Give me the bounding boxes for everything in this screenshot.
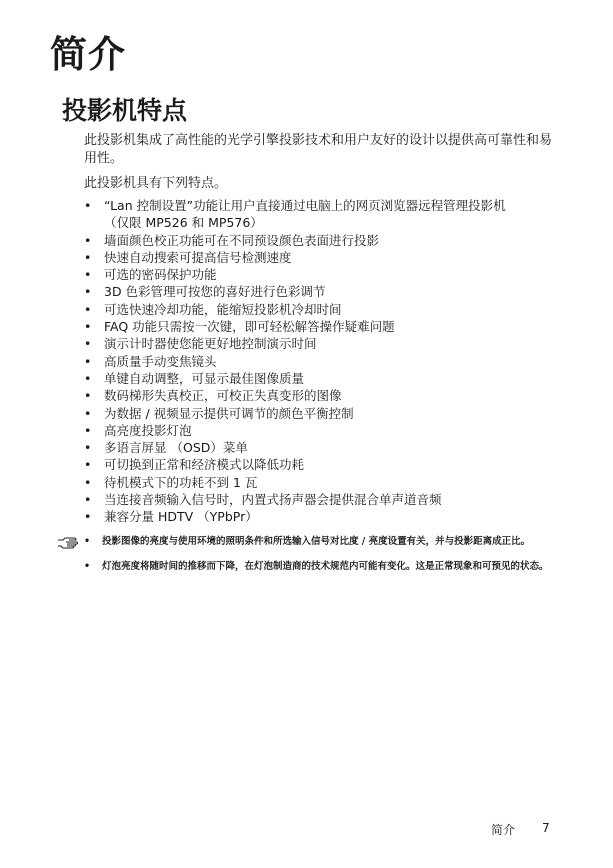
bullet: • [84,336,92,352]
intro-paragraph: 此投影机集成了高性能的光学引擎投影技术和用户友好的设计以提供高可靠性和易用性。 [84,133,553,166]
feature-text: 单键自动调整，可显示最佳图像质量 [104,370,305,386]
bullet: • [84,353,92,369]
bullet: • [84,284,92,300]
feature-text: 可选快速冷却功能，能缩短投影机冷却时间 [104,301,342,317]
feature-item [84,318,564,335]
section-title: 投影机特点 [62,96,188,125]
feature-text: “Lan 控制设置”功能让用户直接通过电脑上的网页浏览器远程管理投影机 [104,198,506,213]
feature-text: 数码梯形失真校正，可校正失真变形的图像 [104,388,342,404]
bullet: • [84,198,92,213]
feature-text: 可选的密码保护功能 [104,267,217,283]
bullet: • [84,370,92,386]
feature-item [84,266,564,283]
page-title: 简介 [50,33,126,76]
intro-paragraph-2: 此投影机具有下列特点。 [84,176,228,191]
note-item [84,535,566,549]
feature-text: 兼容分量 HDTV （YPbPr） [104,509,258,525]
feature-text: 高质量手动变焦镜头 [104,353,217,369]
bullet: • [84,388,92,404]
feature-item [84,422,564,439]
feature-text: 多语言屏显 （OSD）菜单 [104,440,248,456]
pointing-hand-icon [57,536,79,550]
bullet: • [84,440,92,456]
feature-text: 为数据 / 视频显示提供可调节的颜色平衡控制 [104,405,354,421]
feature-text: 可切换到正常和经济模式以降低功耗 [104,457,305,473]
feature-item [84,491,564,508]
feature-text: 快速自动搜索可提高信号检测速度 [104,249,292,265]
feature-text: 墙面颜色校正功能可在不同预设颜色表面进行投影 [104,232,380,248]
feature-item [84,387,564,404]
feature-item [84,232,564,249]
feature-item [84,197,564,232]
page-number: 7 [542,821,550,835]
feature-item [84,439,564,456]
bullet: • [84,267,92,283]
feature-item [84,283,564,300]
feature-item [84,508,564,525]
feature-subtext: （仅限 MP526 和 MP576） [104,215,263,231]
bullet: • [84,319,92,335]
feature-item [84,456,564,473]
note-item [84,560,566,574]
feature-text: FAQ 功能只需按一次键，即可轻松解答操作疑难问题 [104,319,395,335]
bullet: • [84,457,92,473]
bullet: • [84,249,92,265]
bullet: • [84,492,92,508]
bullet: • [84,405,92,421]
feature-text: 待机模式下的功耗不到 1 瓦 [104,474,258,490]
bullet: • [84,232,92,248]
feature-item [84,249,564,266]
feature-text: 3D 色彩管理可按您的喜好进行色彩调节 [104,284,326,300]
note-text: 投影图像的亮度与使用环境的照明条件和所选输入信号对比度 / 亮度设置有关，并与投影距离成正比。 [102,536,531,547]
feature-list [84,197,564,526]
bullet: • [84,536,91,547]
note-text: 灯泡亮度将随时间的推移而下降，在灯泡制造商的技术规范内可能有变化。这是正常现象和可预见的状态。 [102,561,549,572]
feature-item [84,370,564,387]
bullet: • [84,301,92,317]
feature-text: 当连接音频输入信号时，内置式扬声器会提供混合单声道音频 [104,492,442,508]
feature-text: 演示计时器使您能更好地控制演示时间 [104,336,317,352]
bullet: • [84,422,92,438]
bullet: • [84,561,91,572]
bullet: • [84,509,92,525]
footer-section-label: 简介 [491,823,516,837]
feature-item [84,335,564,352]
feature-item [84,301,564,318]
note-list [84,535,566,574]
feature-item [84,474,564,491]
feature-text: 高亮度投影灯泡 [104,422,192,438]
feature-item [84,405,564,422]
bullet: • [84,474,92,490]
feature-item [84,353,564,370]
